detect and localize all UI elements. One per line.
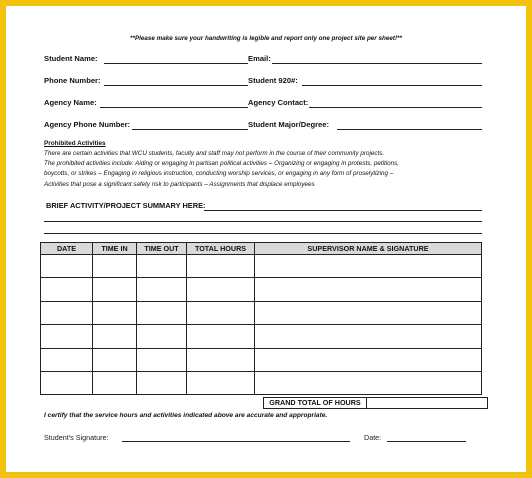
date-cell[interactable] xyxy=(41,371,93,394)
supervisor-cell[interactable] xyxy=(255,278,482,301)
date-cell[interactable] xyxy=(41,278,93,301)
prohibited-line: Activities that pose a significant safety risk to participants – Assignments that displace employees xyxy=(44,180,315,188)
date-field[interactable] xyxy=(387,441,466,442)
date-cell[interactable] xyxy=(41,325,93,348)
table-row xyxy=(41,278,482,301)
summary-label: BRIEF ACTIVITY/PROJECT SUMMARY HERE: xyxy=(46,201,206,210)
student-signature-label: Student's Signature: xyxy=(44,433,109,442)
total-hours-cell[interactable] xyxy=(187,348,255,371)
date-column-header: DATE xyxy=(41,243,93,255)
grand-total-field[interactable] xyxy=(367,397,488,409)
supervisor-cell[interactable] xyxy=(255,325,482,348)
table-row xyxy=(41,255,482,278)
student-920-field[interactable] xyxy=(302,85,482,86)
total-hours-cell[interactable] xyxy=(187,255,255,278)
table-row xyxy=(41,348,482,371)
agency-name-label: Agency Name: xyxy=(44,98,97,107)
student-signature-field[interactable] xyxy=(122,441,350,442)
email-label: Email: xyxy=(248,54,271,63)
supervisor-cell[interactable] xyxy=(255,255,482,278)
table-row xyxy=(41,371,482,394)
student-name-label: Student Name: xyxy=(44,54,98,63)
supervisor-column-header: SUPERVISOR NAME & SIGNATURE xyxy=(255,243,482,255)
time-in-column-header: TIME IN xyxy=(93,243,137,255)
date-cell[interactable] xyxy=(41,348,93,371)
total-hours-column-header: TOTAL HOURS xyxy=(187,243,255,255)
student-name-field[interactable] xyxy=(104,63,248,64)
phone-number-field[interactable] xyxy=(104,85,248,86)
time-out-cell[interactable] xyxy=(137,255,187,278)
supervisor-cell[interactable] xyxy=(255,301,482,324)
agency-name-field[interactable] xyxy=(100,107,248,108)
time-out-cell[interactable] xyxy=(137,371,187,394)
agency-phone-field[interactable] xyxy=(132,129,248,130)
certification-statement: I certify that the service hours and activities indicated above are accurate and appropriate. xyxy=(44,412,328,419)
summary-line-1[interactable] xyxy=(204,210,482,211)
total-hours-cell[interactable] xyxy=(187,278,255,301)
time-in-cell[interactable] xyxy=(93,301,137,324)
time-in-cell[interactable] xyxy=(93,371,137,394)
total-hours-cell[interactable] xyxy=(187,371,255,394)
student-major-label: Student Major/Degree: xyxy=(248,120,330,129)
time-in-cell[interactable] xyxy=(93,255,137,278)
table-header-row xyxy=(41,243,482,255)
summary-line-2[interactable] xyxy=(44,221,482,222)
hours-log-table xyxy=(40,242,482,395)
time-out-column-header: TIME OUT xyxy=(137,243,187,255)
table-row xyxy=(41,301,482,324)
student-major-field[interactable] xyxy=(337,129,482,130)
agency-phone-label: Agency Phone Number: xyxy=(44,120,131,129)
student-920-label: Student 920#: xyxy=(248,76,298,85)
form-notice: **Please make sure your handwriting is legible and report only one project site per sheet!** xyxy=(130,35,402,42)
prohibited-activities-text xyxy=(44,149,484,190)
agency-contact-field[interactable] xyxy=(309,107,482,108)
prohibited-line: There are certain activities that WCU students, faculty and staff may not perform in the course of their community projects. xyxy=(44,150,385,157)
time-in-cell[interactable] xyxy=(93,348,137,371)
phone-number-label: Phone Number: xyxy=(44,76,101,85)
agency-contact-label: Agency Contact: xyxy=(248,98,309,107)
prohibited-line: boycotts, or strikes – Engaging in religious instruction, conducting worship services, or engaging in any form of proselytizing – xyxy=(44,170,394,178)
grand-total-label: GRAND TOTAL OF HOURS xyxy=(263,397,367,409)
supervisor-cell[interactable] xyxy=(255,348,482,371)
time-out-cell[interactable] xyxy=(137,348,187,371)
date-label: Date: xyxy=(364,433,382,442)
email-field[interactable] xyxy=(272,63,482,64)
prohibited-activities-title: Prohibited Activities xyxy=(44,140,106,147)
form-sheet xyxy=(6,6,526,472)
time-in-cell[interactable] xyxy=(93,278,137,301)
total-hours-cell[interactable] xyxy=(187,325,255,348)
table-row xyxy=(41,325,482,348)
supervisor-cell[interactable] xyxy=(255,371,482,394)
time-out-cell[interactable] xyxy=(137,278,187,301)
time-in-cell[interactable] xyxy=(93,325,137,348)
time-out-cell[interactable] xyxy=(137,325,187,348)
date-cell[interactable] xyxy=(41,255,93,278)
prohibited-line: The prohibited activities include: Aiding or engaging in partisan political activities – Organizing or engaging in protests, petitions, xyxy=(44,160,400,168)
summary-line-3[interactable] xyxy=(44,233,482,234)
date-cell[interactable] xyxy=(41,301,93,324)
time-out-cell[interactable] xyxy=(137,301,187,324)
total-hours-cell[interactable] xyxy=(187,301,255,324)
